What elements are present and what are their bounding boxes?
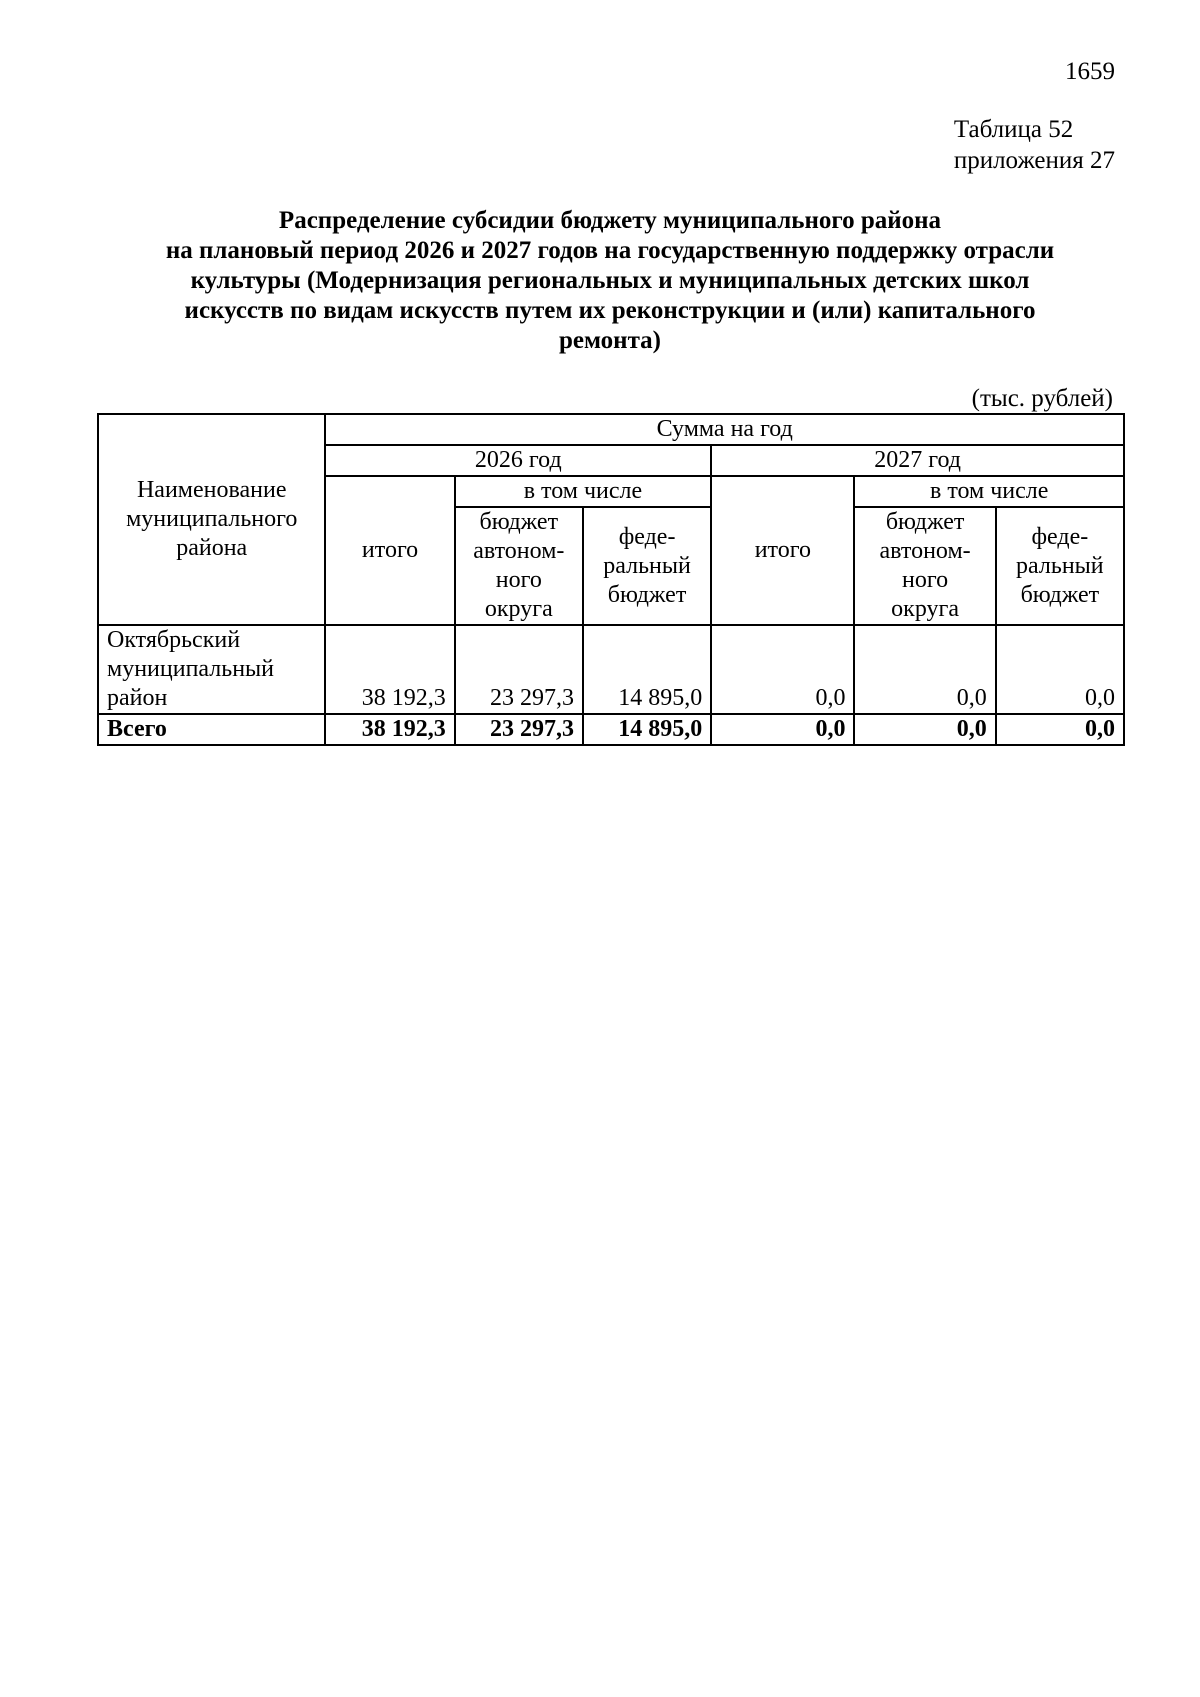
header-municipality-name: Наименование муниципального района [98,414,325,625]
cell-2026-district: 23 297,3 [455,625,583,714]
total-2026-federal: 14 895,0 [583,714,711,745]
header-2026-including: в том числе [455,476,712,507]
table-number: Таблица 52 [953,116,1074,143]
title-line-2: на плановый период 2026 и 2027 годов на государственную поддержку отрасли [165,237,1055,264]
title-line-3: культуры (Модернизация региональных и муниципальных детских школ [190,267,1030,294]
title-line-5: ремонта) [558,327,661,354]
row-municipality-name: Октябрьский муниципальный район [98,625,325,714]
cell-2027-total: 0,0 [711,625,854,714]
header-2027-total: итого [711,476,854,625]
total-2027-federal: 0,0 [996,714,1124,745]
total-2027-district: 0,0 [854,714,995,745]
cell-2026-federal: 14 895,0 [583,625,711,714]
header-2027-federal-budget: феде- ральный бюджет [996,507,1124,625]
page-number: 1659 [1065,58,1115,85]
cell-2027-district: 0,0 [854,625,995,714]
total-2027-total: 0,0 [711,714,854,745]
header-2026-federal-budget: феде- ральный бюджет [583,507,711,625]
title-line-1: Распределение субсидии бюджету муниципального района [278,207,942,234]
header-2026-district-budget: бюджет автоном- ного округа [455,507,583,625]
appendix-number: приложения 27 [953,147,1115,174]
table-row [98,625,1124,714]
total-row [98,714,1124,745]
total-2026-district: 23 297,3 [455,714,583,745]
header-2027-including: в том числе [854,476,1124,507]
header-row-1 [98,414,1124,445]
total-label: Всего [98,714,325,745]
header-2027-district-budget: бюджет автоном- ного округа [854,507,995,625]
header-year-2027: 2027 год [711,445,1124,476]
total-2026-total: 38 192,3 [325,714,454,745]
cell-2027-federal: 0,0 [996,625,1124,714]
title-line-4: искусств по видам искусств путем их реконструкции и (или) капитального [184,297,1036,324]
subsidy-table [97,413,1125,746]
document-title [110,206,1110,356]
units-label: (тыс. рублей) [971,385,1113,412]
header-2026-total: итого [325,476,454,625]
header-year-2026: 2026 год [325,445,711,476]
cell-2026-total: 38 192,3 [325,625,454,714]
header-sum-per-year: Сумма на год [325,414,1124,445]
table-reference [954,114,1115,176]
